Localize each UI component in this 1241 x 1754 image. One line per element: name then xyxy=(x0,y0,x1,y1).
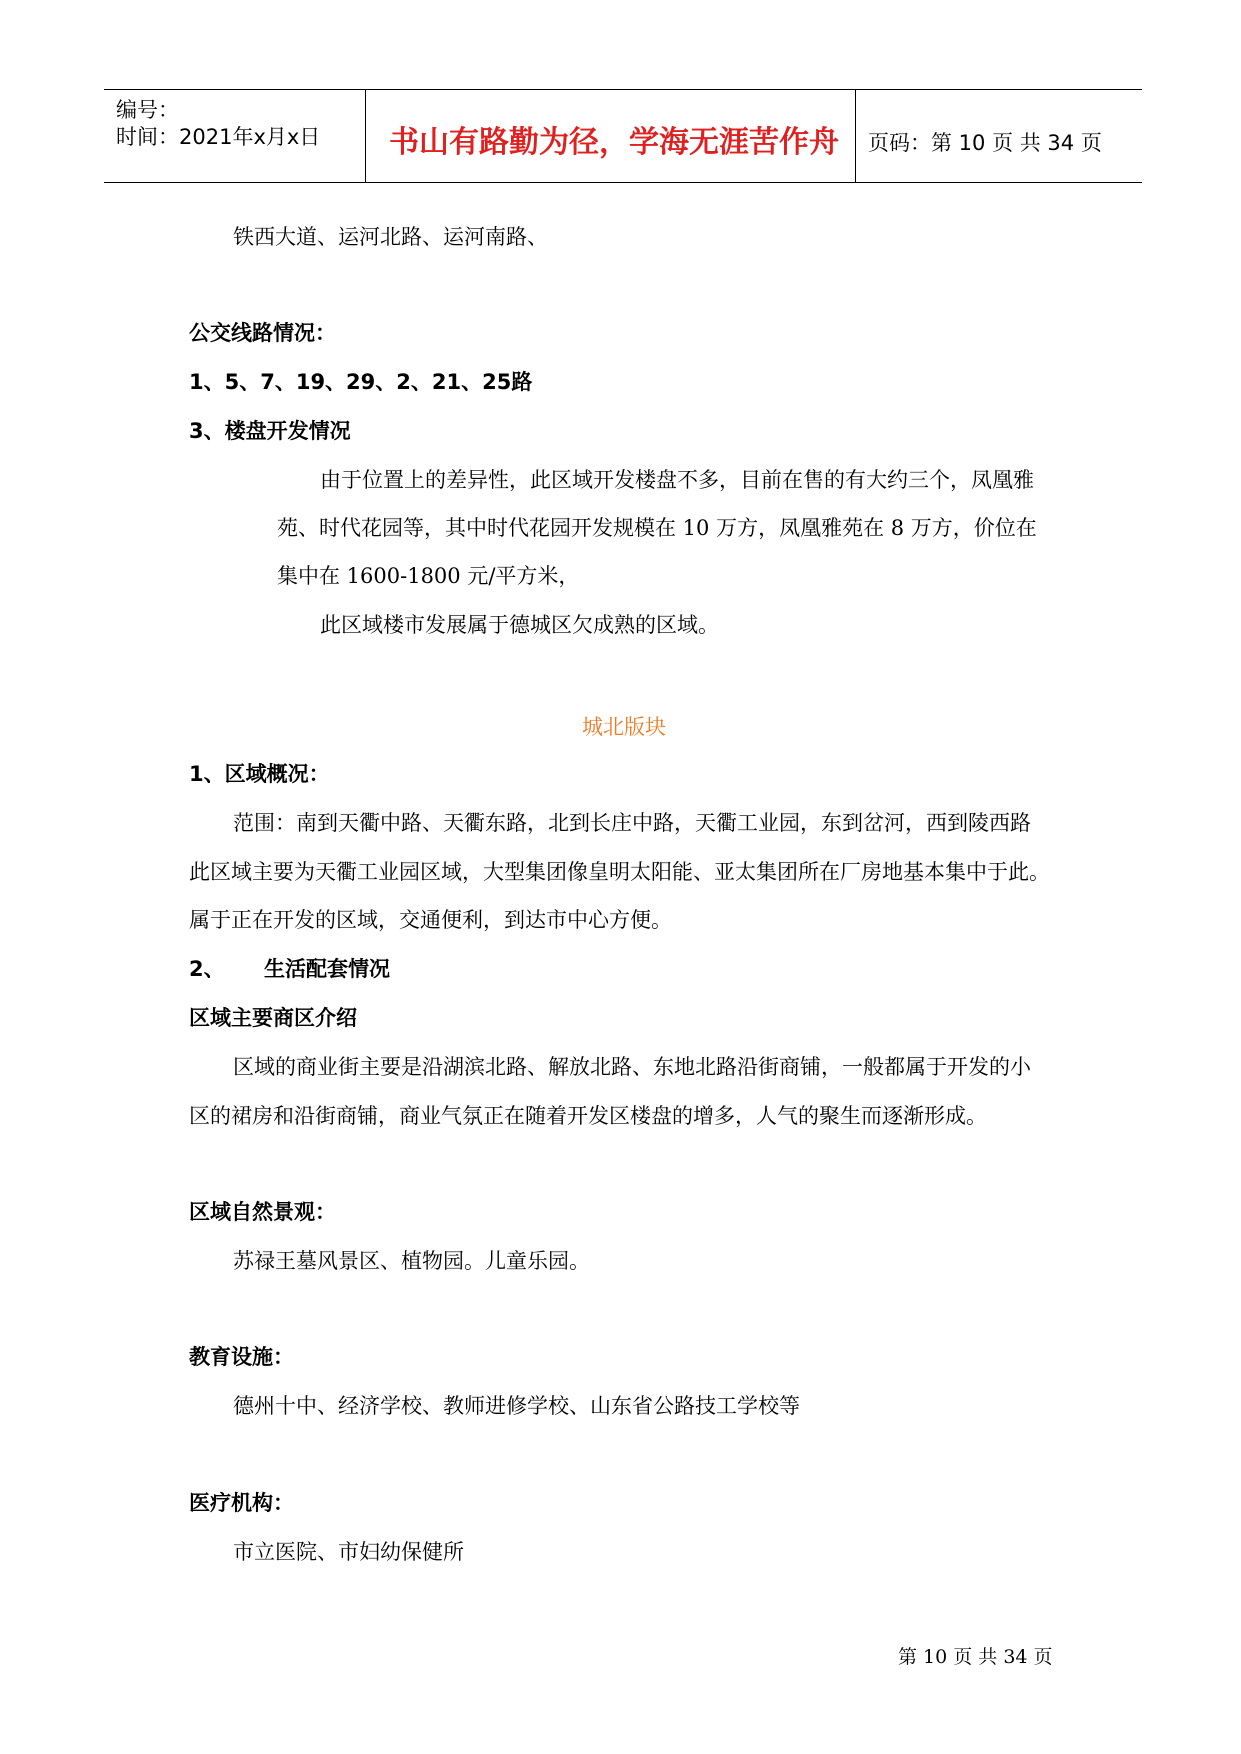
header-number-label: 编号： xyxy=(116,98,179,122)
roads-line: 铁西大道、运河北路、运河南路、 xyxy=(233,225,548,249)
edu-heading: 教育设施： xyxy=(189,1345,294,1369)
edu-text: 德州十中、经济学校、教师进修学校、山东省公路技工学校等 xyxy=(233,1394,800,1418)
header-bottom-rule xyxy=(104,182,1142,183)
dev-paragraph-line-1: 由于位置上的差异性，此区域开发楼盘不多，目前在售的有大约三个，凤凰雅 xyxy=(320,468,1034,492)
section-title: 城北版块 xyxy=(582,715,666,739)
commerce-line-2: 区的裙房和沿街商铺，商业气氛正在随着开发区楼盘的增多，人气的聚生而逐渐形成。 xyxy=(189,1104,987,1128)
scenery-heading: 区域自然景观： xyxy=(189,1200,336,1224)
header-divider-left xyxy=(365,90,366,183)
header-top-rule xyxy=(104,89,1142,90)
dev-paragraph-line-3: 集中在 1600-1800 元/平方米， xyxy=(277,564,580,588)
commerce-line-1: 区域的商业街主要是沿湖滨北路、解放北路、东地北路沿街商铺，一般都属于开发的小 xyxy=(233,1055,1031,1079)
dev-paragraph-2: 此区域楼市发展属于德城区欠成熟的区域。 xyxy=(320,613,719,637)
life-heading: 生活配套情况 xyxy=(264,957,390,981)
header-time-label: 时间：2021年x月x日 xyxy=(116,125,321,149)
bus-heading: 公交线路情况： xyxy=(189,321,336,345)
commerce-heading: 区域主要商区介绍 xyxy=(189,1006,357,1030)
bus-routes: 1、5、7、19、29、2、21、25路 xyxy=(189,370,533,394)
medical-text: 市立医院、市妇幼保健所 xyxy=(233,1540,464,1564)
dev-heading: 3、楼盘开发情况 xyxy=(189,419,351,443)
overview-heading: 1、区域概况： xyxy=(189,762,330,786)
medical-heading: 医疗机构： xyxy=(189,1491,294,1515)
life-heading-number: 2、 xyxy=(189,957,225,981)
header-motto: 书山有路勤为径，学海无涯苦作舟 xyxy=(389,125,839,160)
footer-page-number: 第 10 页 共 34 页 xyxy=(898,1646,1053,1668)
overview-line-3: 属于正在开发的区域，交通便利，到达市中心方便。 xyxy=(189,908,672,932)
dev-paragraph-line-2: 苑、时代花园等，其中时代花园开发规模在 10 万方，凤凰雅苑在 8 万方，价位在 xyxy=(277,516,1037,540)
overview-line-1: 范围：南到天衢中路、天衢东路，北到长庄中路，天衢工业园，东到岔河，西到陵西路 xyxy=(233,811,1031,835)
overview-line-2: 此区域主要为天衢工业园区域，大型集团像皇明太阳能、亚太集团所在厂房地基本集中于此。 xyxy=(189,860,1050,884)
header-page-label: 页码：第 10 页 共 34 页 xyxy=(868,131,1102,155)
scenery-text: 苏禄王墓风景区、植物园。儿童乐园。 xyxy=(233,1249,590,1273)
